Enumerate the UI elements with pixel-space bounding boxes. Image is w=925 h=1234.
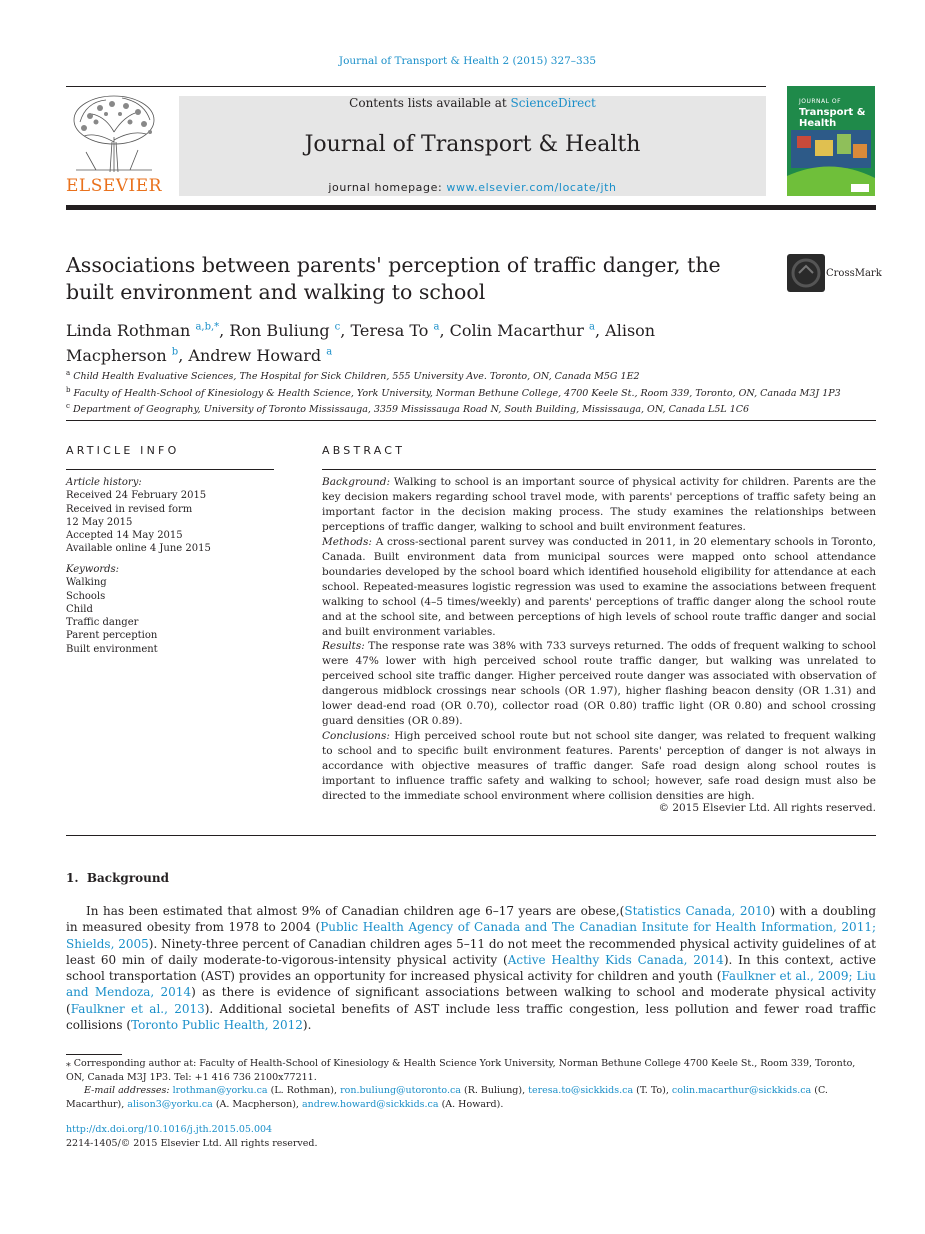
cover-journal-name: Transport & Health: [799, 107, 866, 129]
contents-line: [179, 96, 766, 110]
keyword[interactable]: Parent perception: [66, 630, 158, 642]
email-owner: (A. Macpherson),: [215, 1098, 299, 1110]
doi-block: [66, 1123, 666, 1150]
author-affiliation-marker[interactable]: c: [334, 322, 341, 333]
body-text: ).: [302, 1018, 312, 1033]
body-text: ). Additional societal benefits of AST include less traffic congestion, less pollution and fewer road traffic collisions (: [66, 1001, 876, 1033]
email-link[interactable]: colin.macarthur@sickkids.ca: [671, 1085, 812, 1096]
journal-title: Journal of Transport & Health: [304, 132, 641, 157]
section-heading: [66, 871, 169, 885]
author-name[interactable]: Linda Rothman: [66, 321, 191, 341]
email-link[interactable]: teresa.to@sickkids.ca: [528, 1085, 634, 1096]
affiliation-marker: a: [66, 369, 71, 377]
crossmark-label: CrossMark: [826, 268, 882, 279]
history-label: Article history:: [66, 477, 142, 488]
journal-reference-link[interactable]: Journal of Transport & Health 2 (2015) 327–335: [338, 55, 597, 67]
author-affiliation-marker[interactable]: b: [171, 346, 179, 358]
article-title: Associations between parents' perception of traffic danger, the built environment and walking to school: [66, 253, 721, 304]
abstract-section-text: The response rate was 38% with 733 surveys returned. The odds of frequent walking to school were 47% lower with high perceived school route traffic danger, but walking was unrelated to perceived school site traffic danger. Higher perceived route danger was associated with observation of dangerous midblock crossings near schools (OR 1.97), higher flashing beacon density (OR 1.31) and lower dead-end road (OR 0.70), collector road (OR 0.80) traffic light (OR 0.80) and school crossing guard densities (OR 0.89).: [322, 640, 876, 728]
affiliation: [66, 400, 876, 417]
author-name[interactable]: Ron Buliung: [229, 321, 330, 341]
email-owner: (R. Buliung),: [464, 1085, 526, 1096]
issn-line: 2214-1405/© 2015 Elsevier Ltd. All rights reserved.: [66, 1137, 318, 1149]
author-separator: ,: [340, 321, 346, 341]
citation-link[interactable]: Active Healthy Kids Canada, 2014: [507, 952, 724, 967]
abstract-section-text: A cross-sectional parent survey was conducted in 2011, in 20 elementary schools in Toronto, Canada. Built environment data from municipal sources were mapped onto school attendance boundaries developed by the school board which identified household eligibility for attendance at each school. Repeated-measures logistic regression was used to examine the associations between frequent walking to school (4–5 times/weekly) and parents' perceptions of traffic danger along the school route and at the school site, and between perceptions of high levels of school route traffic danger and social and built environment variables.: [322, 535, 876, 638]
email-owner: (A. Howard).: [441, 1098, 504, 1110]
abstract-section-label: Results:: [322, 640, 365, 653]
author[interactable]: [188, 346, 332, 365]
email-link[interactable]: ron.buliung@utoronto.ca: [340, 1085, 461, 1096]
citation-link[interactable]: Toronto Public Health, 2012: [131, 1018, 303, 1033]
email-label: E-mail addresses:: [84, 1085, 170, 1096]
body-text: ) as there is evidence of significant associations between walking to school and moderate physical activity (: [66, 985, 876, 1016]
keyword[interactable]: Schools: [66, 590, 106, 602]
abstract-section-label: Background:: [322, 476, 391, 488]
history-item: Received in revised form: [66, 503, 193, 515]
abstract-section-text: High perceived school route but not school site danger, was related to frequent walking to school and to specific built environment features. Parents' perception of danger is not always in accordance with objective measures of traffic danger. Safe road design along school routes is important to influence traffic safety and walking to school; however, safe road design must also be directed to the immediate school environment where collision densities are high.: [322, 730, 876, 803]
email-link[interactable]: alison3@yorku.ca: [127, 1098, 213, 1110]
affiliation-text: Faculty of Health-School of Kinesiology & Health Science, York University, Norman Bethune College, 4700 Keele St., Room 339, Toronto, ON, Canada M3J 1P3: [73, 387, 841, 399]
abstract-section: [322, 475, 876, 535]
body-text: ). Ninety-three percent of Canadian children ages 5–11 do not meet the recommended physical activity guidelines of at least 60 min of daily moderate-to-vigorous-intensity physical activity (: [66, 936, 876, 967]
abstract-body: [322, 475, 876, 804]
body-paragraph: [66, 903, 876, 1033]
divider: [66, 469, 274, 470]
author[interactable]: [350, 321, 444, 340]
keywords: [66, 563, 274, 656]
article-history: [66, 476, 274, 556]
keyword[interactable]: Built environment: [66, 643, 158, 655]
header-rule: [66, 86, 766, 87]
abstract-section-text: Walking to school is an important source of physical activity for children. Parents are the key decision makers regarding school travel mode, with parents' perceptions of traffic safety being an important factor in the decision making process. The study examines the relationships between perceptions of traffic danger, walking to school and built environment features.: [322, 476, 876, 533]
crossmark-icon: [787, 254, 825, 292]
author-name[interactable]: Teresa To: [350, 321, 429, 341]
author-separator: ,: [219, 321, 225, 341]
author[interactable]: [66, 321, 224, 340]
sciencedirect-link[interactable]: ScienceDirect: [510, 96, 596, 110]
author-name[interactable]: Andrew Howard: [188, 345, 322, 365]
history-item: 12 May 2015: [66, 516, 133, 528]
section-number: 1.: [66, 871, 79, 885]
crossmark-button[interactable]: [787, 254, 882, 292]
citation-link[interactable]: Faulkner et al., 2009; Liu and Mendoza, 2014: [66, 969, 876, 1000]
author-separator: ,: [594, 321, 601, 341]
author-separator: ,: [439, 321, 445, 341]
author-affiliation-marker[interactable]: a: [326, 346, 333, 358]
affiliation-marker: b: [66, 385, 71, 394]
author-affiliation-marker[interactable]: a: [433, 322, 440, 333]
history-item: Received 24 February 2015: [66, 490, 207, 502]
corresponding-author-note: ⁎ Corresponding author at: Faculty of Health-School of Kinesiology & Health Science York University, Norman Bethune College 4700 Keele St., Room 339, Toronto, ON, Canada M3J 1P3. Tel: +1 416 736 2100x77211.: [66, 1058, 856, 1083]
footnote-rule: [66, 1054, 122, 1055]
affiliation: [66, 367, 876, 384]
doi-link[interactable]: http://dx.doi.org/10.1016/j.jth.2015.05.004: [66, 1124, 273, 1135]
author-name[interactable]: Alison Macpherson: [66, 321, 656, 365]
abstract-section: [322, 535, 876, 640]
affiliation: [66, 384, 876, 401]
cover-title: [799, 96, 869, 129]
body-text: ) with a doubling in measured obesity from 1978 to 2004 (: [66, 904, 877, 935]
publisher-name: ELSEVIER: [66, 176, 162, 196]
contents-prefix: Contents lists available at: [349, 96, 507, 110]
divider: [66, 420, 876, 421]
homepage-line: [179, 181, 766, 194]
history-item: Accepted 14 May 2015: [66, 530, 183, 542]
author-affiliation-marker[interactable]: a,b,*: [195, 322, 220, 333]
homepage-link[interactable]: www.elsevier.com/locate/jth: [446, 181, 617, 194]
body-text: ). In this context, active school transportation (AST) provides an opportunity for increased physical activity for children and youth (: [66, 952, 876, 984]
header-thick-rule: [66, 205, 876, 210]
divider: [66, 835, 876, 836]
homepage-prefix: journal homepage:: [328, 181, 443, 194]
keywords-label: Keywords:: [66, 564, 120, 575]
author-affiliation-marker[interactable]: a: [589, 322, 595, 333]
abstract-heading: ABSTRACT: [322, 444, 406, 457]
email-link[interactable]: andrew.howard@sickkids.ca: [301, 1098, 439, 1110]
author-list: [66, 317, 766, 366]
cover-kicker: JOURNAL OF: [799, 98, 842, 105]
journal-cover[interactable]: [787, 86, 875, 196]
article-info-heading: ARTICLE INFO: [66, 444, 180, 457]
history-item: Available online 4 June 2015: [66, 543, 211, 555]
abstract-section-label: Methods:: [322, 535, 372, 548]
email-link[interactable]: lrothman@yorku.ca: [172, 1085, 268, 1096]
abstract-section-label: Conclusions:: [322, 730, 390, 743]
author[interactable]: [229, 321, 345, 340]
citation-link[interactable]: Faulkner et al., 2013: [70, 1001, 205, 1016]
author[interactable]: [450, 321, 600, 340]
section-title: Background: [86, 871, 169, 885]
divider: [322, 469, 876, 470]
affiliations: [66, 367, 876, 417]
affiliation-marker: c: [66, 402, 70, 411]
affiliation-text: Department of Geography, University of Toronto Mississauga, 3359 Mississauga Road N, South Building, Mississauga, ON, Canada L5L 1C6: [72, 404, 750, 416]
email-owner: (L. Rothman),: [270, 1085, 338, 1096]
keyword[interactable]: Traffic danger: [66, 617, 139, 629]
body-text: In has been estimated that almost 9% of Canadian children age 6–17 years are obese,(: [86, 904, 625, 918]
citation-link[interactable]: Public Health Agency of Canada and The Canadian Insitute for Health Information, 2011; Shields, 2005: [66, 920, 876, 951]
keyword[interactable]: Child: [66, 603, 93, 615]
citation-link[interactable]: Statistics Canada, 2010: [624, 904, 771, 918]
email-owner: (C. Macarthur),: [66, 1085, 828, 1110]
abstract-section: [322, 639, 876, 729]
email-owner: (T. To),: [636, 1085, 669, 1096]
abstract-section: [322, 729, 876, 804]
author-separator: ,: [178, 345, 184, 365]
affiliation-text: Child Health Evaluative Sciences, The Hospital for Sick Children, 555 University Ave. Toronto, ON, Canada M5G 1E2: [73, 371, 640, 383]
email-addresses: [66, 1084, 876, 1111]
publisher-logo: [66, 92, 162, 196]
abstract-copyright: © 2015 Elsevier Ltd. All rights reserved.: [658, 802, 876, 814]
keyword[interactable]: Walking: [66, 577, 107, 589]
journal-header-box: [179, 96, 766, 196]
tree-icon: [66, 92, 162, 174]
author-name[interactable]: Colin Macarthur: [449, 321, 584, 341]
